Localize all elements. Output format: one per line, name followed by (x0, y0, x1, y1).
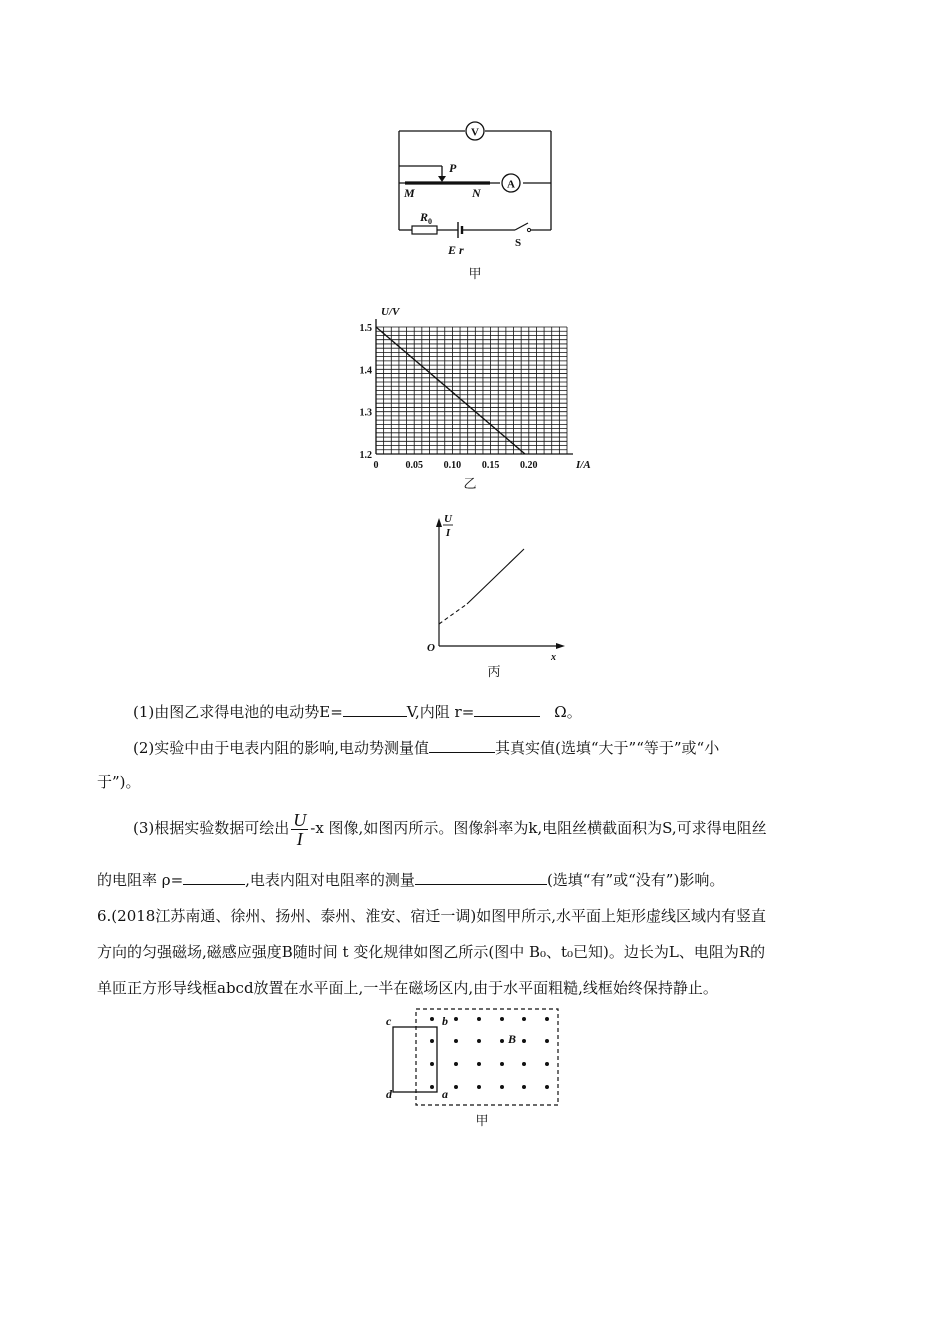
svg-text:O: O (427, 642, 435, 654)
field-dot (477, 1039, 481, 1043)
svg-text:b: b (442, 1014, 448, 1028)
svg-text:S: S (515, 237, 522, 249)
svg-text:0: 0 (428, 217, 432, 226)
field-dot (430, 1039, 434, 1043)
y-tick-label: 1.3 (359, 407, 372, 419)
x-tick-label: 0.15 (481, 460, 500, 471)
resistor-icon (412, 226, 437, 234)
question-3-line-2: 的电阻率 ρ= ,电表内阻对电阻率的测量 (选填“有”或“没有”)影响。 (97, 871, 725, 889)
y-tick-label: 1.5 (359, 323, 372, 334)
question-1: (1)由图乙求得电池的电动势E= V,内阻 r= Ω。 (133, 703, 582, 721)
circuit-caption: 甲 (468, 266, 482, 281)
field-dot (522, 1017, 526, 1021)
field-dot (522, 1062, 526, 1066)
field-dot (454, 1039, 458, 1043)
wire-loop (393, 1027, 437, 1092)
u-over-i-fraction: $\frac{U}{I}$ (293, 809, 307, 849)
question-6-line-3: 单匝正方形导线框abcd放置在水平面上,一半在磁场区内,由于水平面粗糙,线框始终保持静止。 (97, 979, 718, 997)
svg-text:V: V (471, 126, 479, 139)
field-dot (500, 1062, 504, 1066)
question-6-line-2: 方向的匀强磁场,磁感应强度B随时间 t 变化规律如图乙所示(图中 B₀、t₀已知)。边长为L、电阻为R的 (97, 943, 766, 961)
y-tick-label: 1.2 (359, 450, 372, 461)
field-dot (545, 1062, 549, 1066)
svg-text:A: A (507, 178, 515, 191)
question-6-line-1: 6.(2018江苏南通、徐州、扬州、泰州、淮安、宿迁一调)如图甲所示,水平面上矩形虚线区域内有竖直 (97, 907, 766, 925)
field-dot (430, 1062, 434, 1066)
svg-text:x: x (551, 652, 556, 663)
field-dot (545, 1085, 549, 1089)
x-axis-label: I/A (576, 459, 591, 471)
x-tick-label: 0.05 (405, 460, 423, 471)
field-dot (545, 1039, 549, 1043)
circuit-figure (380, 115, 570, 285)
svg-text:a: a (442, 1087, 448, 1101)
field-dot (500, 1085, 504, 1089)
svg-text:R: R (420, 210, 429, 224)
svg-text:d: d (386, 1087, 392, 1101)
field-dot (477, 1062, 481, 1066)
question-3-line-1: (3)根据实验数据可绘出 $\frac{U}{I}$ -x 图像,如图丙所示。图像斜率为k,电阻丝横截面积为S,可求得电阻丝 (133, 809, 767, 849)
x-tick-label: 0.20 (520, 460, 538, 471)
field-dot (430, 1085, 434, 1089)
svg-text:I: I (445, 527, 451, 539)
graph-bing (415, 510, 575, 685)
y-tick-label: 1.4 (359, 365, 372, 377)
graph-bing-caption: 丙 (487, 664, 501, 679)
field-dot (545, 1017, 549, 1021)
x-tick-label: 0 (373, 460, 379, 471)
svg-text:B: B (508, 1032, 517, 1046)
field-dot (500, 1039, 504, 1043)
svg-text:M: M (404, 186, 415, 200)
field-dot (454, 1062, 458, 1066)
question-2-line-1: (2)实验中由于电表内阻的影响,电动势测量值 其真实值(选填“大于”“等于”或“小 (133, 739, 720, 757)
question-2-line-2: 于”)。 (97, 773, 141, 791)
graph-yi (350, 300, 600, 495)
field-dot (454, 1085, 458, 1089)
field-dot (500, 1017, 504, 1021)
graph-yi-caption: 乙 (463, 476, 477, 491)
x-tick-label: 0.10 (443, 460, 462, 471)
field-dot (522, 1085, 526, 1089)
svg-text:c: c (386, 1014, 392, 1028)
field-caption: 甲 (475, 1113, 489, 1128)
field-dot (477, 1017, 481, 1021)
svg-text:E r: E r (448, 243, 464, 257)
svg-text:P: P (449, 161, 457, 175)
field-dot (430, 1017, 434, 1021)
field-dot (454, 1017, 458, 1021)
svg-text:N: N (472, 186, 481, 200)
field-figure (378, 1008, 568, 1130)
y-axis-label: U/V (381, 306, 400, 318)
svg-text:U: U (444, 513, 452, 525)
field-dot (477, 1085, 481, 1089)
field-dot (522, 1039, 526, 1043)
